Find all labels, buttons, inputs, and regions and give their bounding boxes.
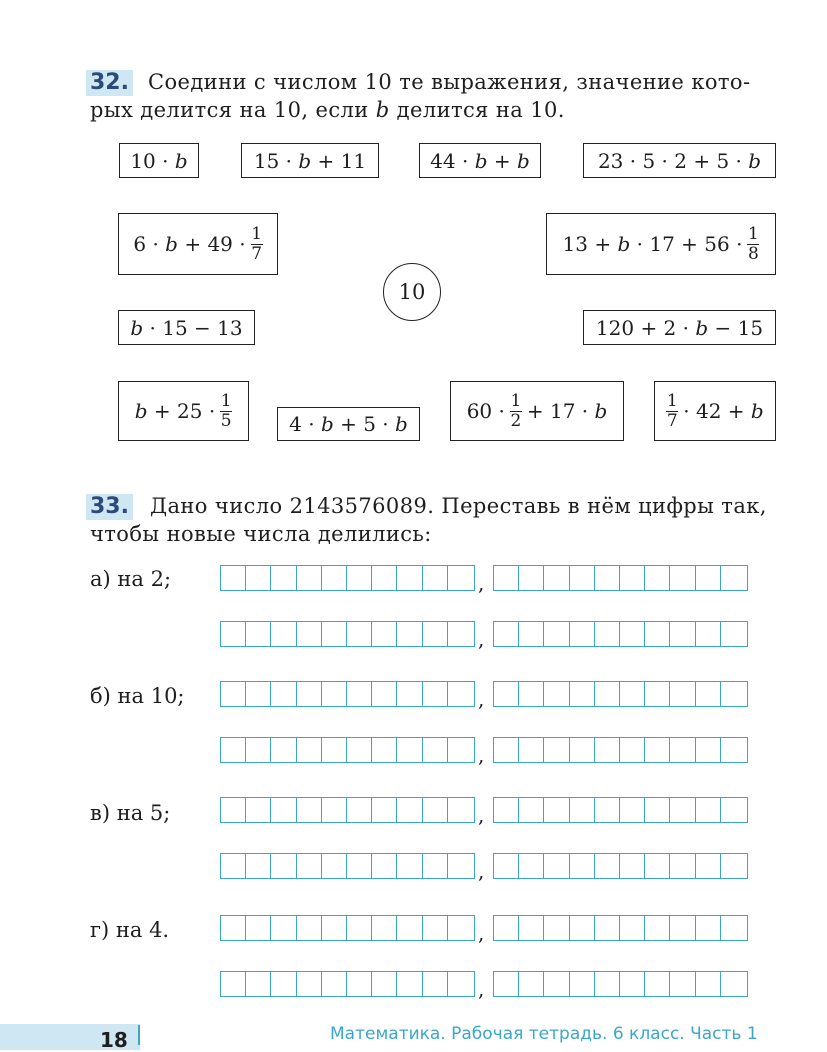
digit-cell[interactable] [297,622,322,646]
digit-cell[interactable] [570,972,595,996]
digit-cell[interactable] [372,738,397,762]
digit-cell[interactable] [519,738,544,762]
digit-cell[interactable] [721,566,746,590]
fraction: $\frac{1}{8}$ [748,223,759,264]
digit-cell[interactable] [347,682,372,706]
digit-cell[interactable] [397,622,422,646]
digit-cell[interactable] [448,566,473,590]
digit-cell[interactable] [322,682,347,706]
digit-cell[interactable] [620,622,645,646]
digit-cell[interactable] [620,566,645,590]
digit-cell[interactable] [544,798,569,822]
digit-cell[interactable] [397,798,422,822]
digit-cell[interactable] [372,682,397,706]
digit-cell[interactable] [721,916,746,940]
expression-box[interactable]: 6 · b + 49 · $\frac{1}{7}$ [118,213,278,275]
task-32-text-line2: рых делится на 10, если b делится на 10. [90,98,565,122]
comma-separator: , [478,743,485,767]
digit-cell-row[interactable] [493,681,748,707]
comma-separator: , [478,977,485,1001]
digit-cell[interactable] [448,622,473,646]
digit-cell[interactable] [246,854,271,878]
digit-cell[interactable] [494,916,519,940]
digit-cell[interactable] [494,972,519,996]
digit-cell-row[interactable] [493,565,748,591]
digit-cell[interactable] [423,566,448,590]
expression-box[interactable]: b + 25 · $\frac{1}{5}$ [118,381,249,441]
digit-cell[interactable] [297,916,322,940]
comma-separator: , [478,803,485,827]
digit-cell[interactable] [696,798,721,822]
digit-cell[interactable] [297,682,322,706]
digit-cell[interactable] [544,566,569,590]
digit-cell[interactable] [297,738,322,762]
digit-cell[interactable] [544,622,569,646]
digit-cell[interactable] [645,916,670,940]
digit-cell[interactable] [696,566,721,590]
digit-cell[interactable] [448,738,473,762]
digit-cell-row[interactable] [493,915,748,941]
digit-cell[interactable] [645,972,670,996]
digit-cell[interactable] [372,622,397,646]
digit-cell-row[interactable] [493,853,748,879]
digit-cell[interactable] [423,622,448,646]
expression-box[interactable]: 10 · b [119,143,199,178]
digit-cell[interactable] [322,798,347,822]
digit-cell[interactable] [670,972,695,996]
digit-cell[interactable] [645,798,670,822]
digit-cell[interactable] [696,972,721,996]
digit-cell[interactable] [570,622,595,646]
digit-cell[interactable] [494,566,519,590]
digit-cell[interactable] [271,682,296,706]
digit-cell[interactable] [595,972,620,996]
expression-box[interactable]: $\frac{1}{7}$ · 42 + b [654,381,776,441]
digit-cell[interactable] [397,682,422,706]
digit-cell[interactable] [372,854,397,878]
digit-cell[interactable] [271,972,296,996]
expression-box[interactable]: 23 · 5 · 2 + 5 · b [583,143,776,178]
digit-cell[interactable] [620,682,645,706]
digit-cell[interactable] [570,682,595,706]
digit-cell[interactable] [347,566,372,590]
digit-cell[interactable] [620,854,645,878]
digit-cell[interactable] [570,854,595,878]
digit-cell[interactable] [570,738,595,762]
digit-cell[interactable] [448,682,473,706]
digit-cell[interactable] [246,682,271,706]
task-33-text-line2: чтобы новые числа делились: [90,522,432,546]
digit-cell[interactable] [372,798,397,822]
expression-box[interactable]: 13 + b · 17 + 56 · $\frac{1}{8}$ [546,213,776,275]
digit-cell[interactable] [347,916,372,940]
digit-cell[interactable] [246,738,271,762]
digit-cell[interactable] [221,682,246,706]
digit-cell[interactable] [221,738,246,762]
expression-box[interactable]: 15 · b + 11 [241,143,379,178]
digit-cell[interactable] [322,622,347,646]
center-number-circle[interactable]: 10 [383,263,441,321]
digit-cell[interactable] [494,622,519,646]
digit-cell[interactable] [347,854,372,878]
digit-cell[interactable] [423,798,448,822]
digit-cell[interactable] [670,738,695,762]
option-b-label: б) на 10; [90,684,185,708]
digit-cell[interactable] [721,972,746,996]
digit-cell[interactable] [721,738,746,762]
digit-cell[interactable] [645,682,670,706]
digit-cell[interactable] [595,854,620,878]
footer-divider [138,1025,140,1045]
digit-cell[interactable] [696,738,721,762]
digit-cell[interactable] [519,622,544,646]
digit-cell[interactable] [620,798,645,822]
digit-cell[interactable] [494,738,519,762]
digit-cell[interactable] [246,972,271,996]
expression-box[interactable]: b · 15 − 13 [118,310,255,345]
task-33-text-line1: Дано число 2143576089. Переставь в нём цифры так, [150,494,767,518]
digit-cell[interactable] [645,622,670,646]
comma-separator: , [478,687,485,711]
digit-cell[interactable] [570,916,595,940]
digit-cell[interactable] [423,916,448,940]
digit-cell-row[interactable] [220,681,475,707]
digit-cell[interactable] [397,972,422,996]
comma-separator: , [478,627,485,651]
expression-box[interactable]: 4 · b + 5 · b [277,407,420,441]
digit-cell[interactable] [423,972,448,996]
digit-cell[interactable] [347,622,372,646]
digit-cell-row[interactable] [220,853,475,879]
fraction: $\frac{1}{7}$ [666,390,678,431]
digit-cell[interactable] [221,916,246,940]
digit-cell-row[interactable] [493,737,748,763]
digit-cell[interactable] [221,798,246,822]
digit-cell[interactable] [297,854,322,878]
digit-cell[interactable] [448,798,473,822]
digit-cell[interactable] [595,738,620,762]
digit-cell[interactable] [221,972,246,996]
digit-cell[interactable] [297,972,322,996]
digit-cell[interactable] [246,916,271,940]
digit-cell[interactable] [595,622,620,646]
expression-box[interactable]: 44 · b + b [419,143,541,178]
digit-cell[interactable] [322,854,347,878]
fraction: $\frac{1}{2}$ [510,390,522,431]
option-a-label: а) на 2; [90,567,172,591]
digit-cell-row[interactable] [220,621,475,647]
digit-cell[interactable] [322,738,347,762]
digit-cell-row[interactable] [220,971,475,997]
digit-cell[interactable] [544,854,569,878]
option-d-label: г) на 4. [90,918,170,942]
digit-cell[interactable] [271,566,296,590]
digit-cell[interactable] [297,566,322,590]
digit-cell[interactable] [448,916,473,940]
digit-cell[interactable] [721,798,746,822]
task-33-number: 33. [86,494,133,520]
digit-cell[interactable] [544,738,569,762]
digit-cell[interactable] [372,566,397,590]
digit-cell[interactable] [696,916,721,940]
fraction: $\frac{1}{5}$ [220,390,232,431]
digit-cell[interactable] [423,854,448,878]
digit-cell[interactable] [322,972,347,996]
page-number: 18 [100,1028,128,1052]
digit-cell[interactable] [645,566,670,590]
digit-cell[interactable] [570,798,595,822]
digit-cell-row[interactable] [493,797,748,823]
digit-cell[interactable] [645,738,670,762]
comma-separator: , [478,859,485,883]
digit-cell[interactable] [620,738,645,762]
digit-cell[interactable] [519,916,544,940]
digit-cell[interactable] [322,566,347,590]
digit-cell[interactable] [544,682,569,706]
fraction: $\frac{1}{7}$ [251,223,263,264]
digit-cell[interactable] [297,798,322,822]
digit-cell[interactable] [397,854,422,878]
digit-cell[interactable] [670,622,695,646]
digit-cell[interactable] [721,854,746,878]
expression-box[interactable]: 120 + 2 · b − 15 [583,310,776,345]
task-32-text-line1: Соедини с числом 10 те выражения, значение кото- [148,70,751,94]
digit-cell[interactable] [670,566,695,590]
digit-cell[interactable] [696,854,721,878]
option-c-label: в) на 5; [90,801,171,825]
book-title: Математика. Рабочая тетрадь. 6 класс. Часть 1 [330,1024,758,1044]
digit-cell[interactable] [423,682,448,706]
digit-cell[interactable] [322,916,347,940]
digit-cell[interactable] [397,916,422,940]
digit-cell[interactable] [246,566,271,590]
digit-cell[interactable] [423,738,448,762]
digit-cell[interactable] [595,916,620,940]
digit-cell-row[interactable] [220,797,475,823]
digit-cell[interactable] [397,738,422,762]
digit-cell[interactable] [670,798,695,822]
digit-cell[interactable] [448,972,473,996]
digit-cell[interactable] [544,972,569,996]
digit-cell[interactable] [347,972,372,996]
digit-cell-row[interactable] [493,621,748,647]
digit-cell[interactable] [271,738,296,762]
digit-cell-row[interactable] [220,565,475,591]
digit-cell[interactable] [246,622,271,646]
digit-cell[interactable] [670,682,695,706]
digit-cell-row[interactable] [220,737,475,763]
digit-cell-row[interactable] [220,915,475,941]
digit-cell[interactable] [494,854,519,878]
comma-separator: , [478,921,485,945]
digit-cell[interactable] [221,854,246,878]
expression-box[interactable]: 60 · $\frac{1}{2}$ + 17 · b [450,381,624,441]
digit-cell[interactable] [570,566,595,590]
digit-cell[interactable] [519,854,544,878]
digit-cell[interactable] [347,798,372,822]
digit-cell[interactable] [271,622,296,646]
digit-cell[interactable] [448,854,473,878]
digit-cell[interactable] [595,682,620,706]
digit-cell[interactable] [347,738,372,762]
digit-cell[interactable] [397,566,422,590]
digit-cell[interactable] [246,798,271,822]
digit-cell[interactable] [595,566,620,590]
digit-cell[interactable] [271,798,296,822]
comma-separator: , [478,571,485,595]
digit-cell[interactable] [271,854,296,878]
digit-cell[interactable] [519,972,544,996]
digit-cell[interactable] [696,682,721,706]
digit-cell[interactable] [721,682,746,706]
digit-cell[interactable] [544,916,569,940]
digit-cell[interactable] [620,916,645,940]
digit-cell[interactable] [696,622,721,646]
digit-cell[interactable] [221,566,246,590]
digit-cell[interactable] [519,798,544,822]
digit-cell[interactable] [519,566,544,590]
task-32-number: 32. [86,70,133,96]
digit-cell[interactable] [595,798,620,822]
digit-cell[interactable] [670,854,695,878]
digit-cell[interactable] [645,854,670,878]
digit-cell[interactable] [372,916,397,940]
digit-cell[interactable] [670,916,695,940]
digit-cell[interactable] [620,972,645,996]
digit-cell[interactable] [494,682,519,706]
digit-cell-row[interactable] [493,971,748,997]
digit-cell[interactable] [372,972,397,996]
digit-cell[interactable] [494,798,519,822]
digit-cell[interactable] [721,622,746,646]
digit-cell[interactable] [271,916,296,940]
digit-cell[interactable] [519,682,544,706]
digit-cell[interactable] [221,622,246,646]
